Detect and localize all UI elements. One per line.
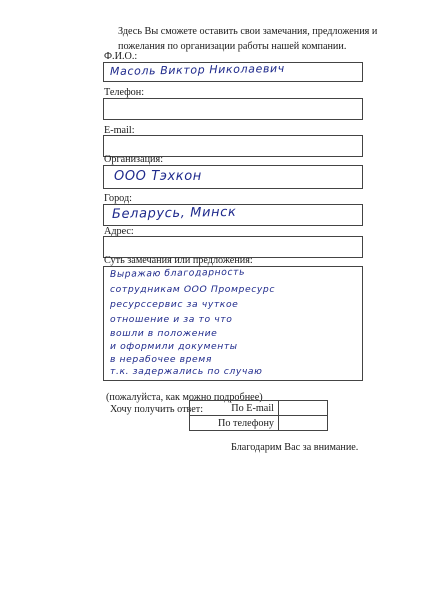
reply-option-email-label: По E-mail [190,401,279,416]
intro-text: Здесь Вы сможете оставить свои замечания, предложения и пожелания по организации работы нашей компании. [118,26,378,52]
organization-label: Организация: [104,154,164,165]
comment-line-7: в нерабочее время [110,354,212,365]
city-value: Беларусь, Минск [111,204,237,222]
fio-value: Масоль Виктор Николаевич [109,61,285,78]
phone-label: Телефон: [104,87,145,98]
comment-field[interactable] [103,266,363,381]
reply-option-row [190,416,328,431]
email-label: E-mail: [104,125,135,136]
fio-label: Ф.И.О.: [104,51,138,62]
comment-label: Суть замечания или предложения: [104,255,253,266]
organization-value: ООО Тэхкон [114,169,202,184]
organization-field[interactable] [103,165,363,189]
reply-option-email-checkbox[interactable] [279,401,328,416]
fio-field[interactable] [103,62,363,82]
comment-line-1: Выражаю благодарность [109,266,246,280]
reply-option-phone-label: По телефону [190,416,279,431]
comment-note: (пожалуйста, как можно подробнее) [106,392,263,403]
reply-options-table [189,400,328,431]
thanks-text: Благодарим Вас за внимание. [231,442,359,453]
reply-option-row [190,401,328,416]
comment-line-8: т.к. задержались по случаю [110,366,263,377]
comment-line-2: сотрудникам ООО Промресурс [110,284,276,295]
city-label: Город: [104,193,132,204]
comment-line-4: отношение и за то что [110,314,233,325]
reply-label: Хочу получить ответ: [110,404,204,415]
comment-line-3: ресурссервис за чуткое [110,299,239,310]
reply-option-phone-checkbox[interactable] [279,416,328,431]
city-field[interactable] [103,204,363,226]
address-label: Адрес: [104,226,134,237]
phone-field[interactable] [103,98,363,120]
comment-line-6: и оформили документы [110,341,238,352]
comment-line-5: вошли в положение [110,328,218,339]
